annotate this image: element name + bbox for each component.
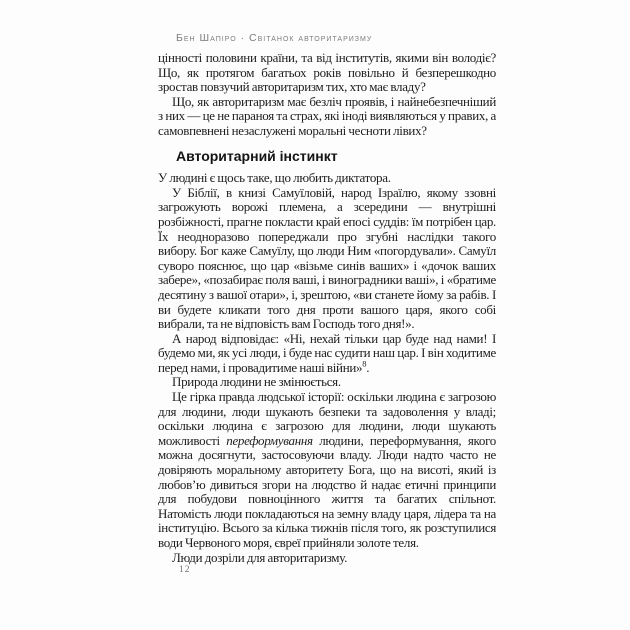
paragraph: У людині є щось таке, що любить диктатора. bbox=[158, 170, 391, 186]
page-number: 12 bbox=[179, 565, 191, 575]
paragraph-text: А народ відповідає: «Ні, нехай тільки цар буде над нами! І будемо ми, як усі люди, і буде нас судити наш цар. І він ходитиме перед нами, і провадитиме наші війни» bbox=[158, 330, 496, 375]
running-header: Бен Шапіро · Світанок авторитаризму bbox=[176, 32, 373, 44]
paragraph-text: людини, переформування, якого можна досягнути, застосовуючи владу. Люди надто часто не довіряють моральному авторитету Бога, що на висоті, який із любов’ю дивиться згори на людство й надає етичні принципи для побудови повноцінного життя та багатих спільнот. Натомість люди покладаються на земну владу царя, лідера та на інституцію. Всього за кілька тижнів після того, як розступилися води Червоного моря, євреї прийняли золоте теля. bbox=[158, 432, 496, 550]
footnote-ref: 8 bbox=[362, 358, 367, 369]
paragraph: Природа людини не змінюється. bbox=[172, 374, 341, 390]
paragraph: Люди дозріли для авторитаризму. bbox=[172, 549, 348, 565]
paragraph-text: . bbox=[366, 359, 370, 375]
emphasized-term: переформування bbox=[226, 432, 313, 448]
paragraph-text: Це гірка правда людської історії: оскільки людина є загрозою для людини, люди шукають безпеки та задоволення у владі; оскільки людина є загрозою для людини, люди шукають можливості bbox=[158, 389, 496, 448]
paragraph-continuation: цінності половини країни, та від інститутів, якими він володіє? Що, як протягом багатьох років повільно й безперешкодно зростав повзучий авторитаризм тих, хто має владу? bbox=[158, 50, 496, 95]
paragraph: Що, як авторитаризм має безліч проявів, і найнебезпечніший з них — це не параноя та страх, які іноді виявляються у правих, а самовпевнені незаслужені моральні чесноти лівих? bbox=[158, 93, 496, 138]
paragraph: У Біблії, в книзі Самуїловій, народ Ізраїлю, якому ззовні загрожують ворожі племена, а зсередини — внутрішні розбіжності, прагне покласти край епосі суддів: їм потрібен цар. Їх неодноразово попереджали про згубні наслідки такого вибору. Бог каже Самуїлу, що люди Ним «погордували». Самуїл суворо пояснює, що цар «візьме синів ваших» і «дочок ваших забере», «позабирає поля ваші, і виноградники ваші», і «братиме десятину з вашої отари», і, зрештою, «ви станете йому за рабів. І ви будете кликати того дня проти вашого царя, якого собі вибрали, та не відповість вам Господь того дня!». bbox=[158, 184, 496, 332]
section-heading: Авторитарний інстинкт bbox=[176, 147, 338, 164]
paragraph bbox=[158, 332, 496, 376]
paragraph bbox=[158, 390, 496, 551]
page-text-block bbox=[158, 51, 496, 565]
